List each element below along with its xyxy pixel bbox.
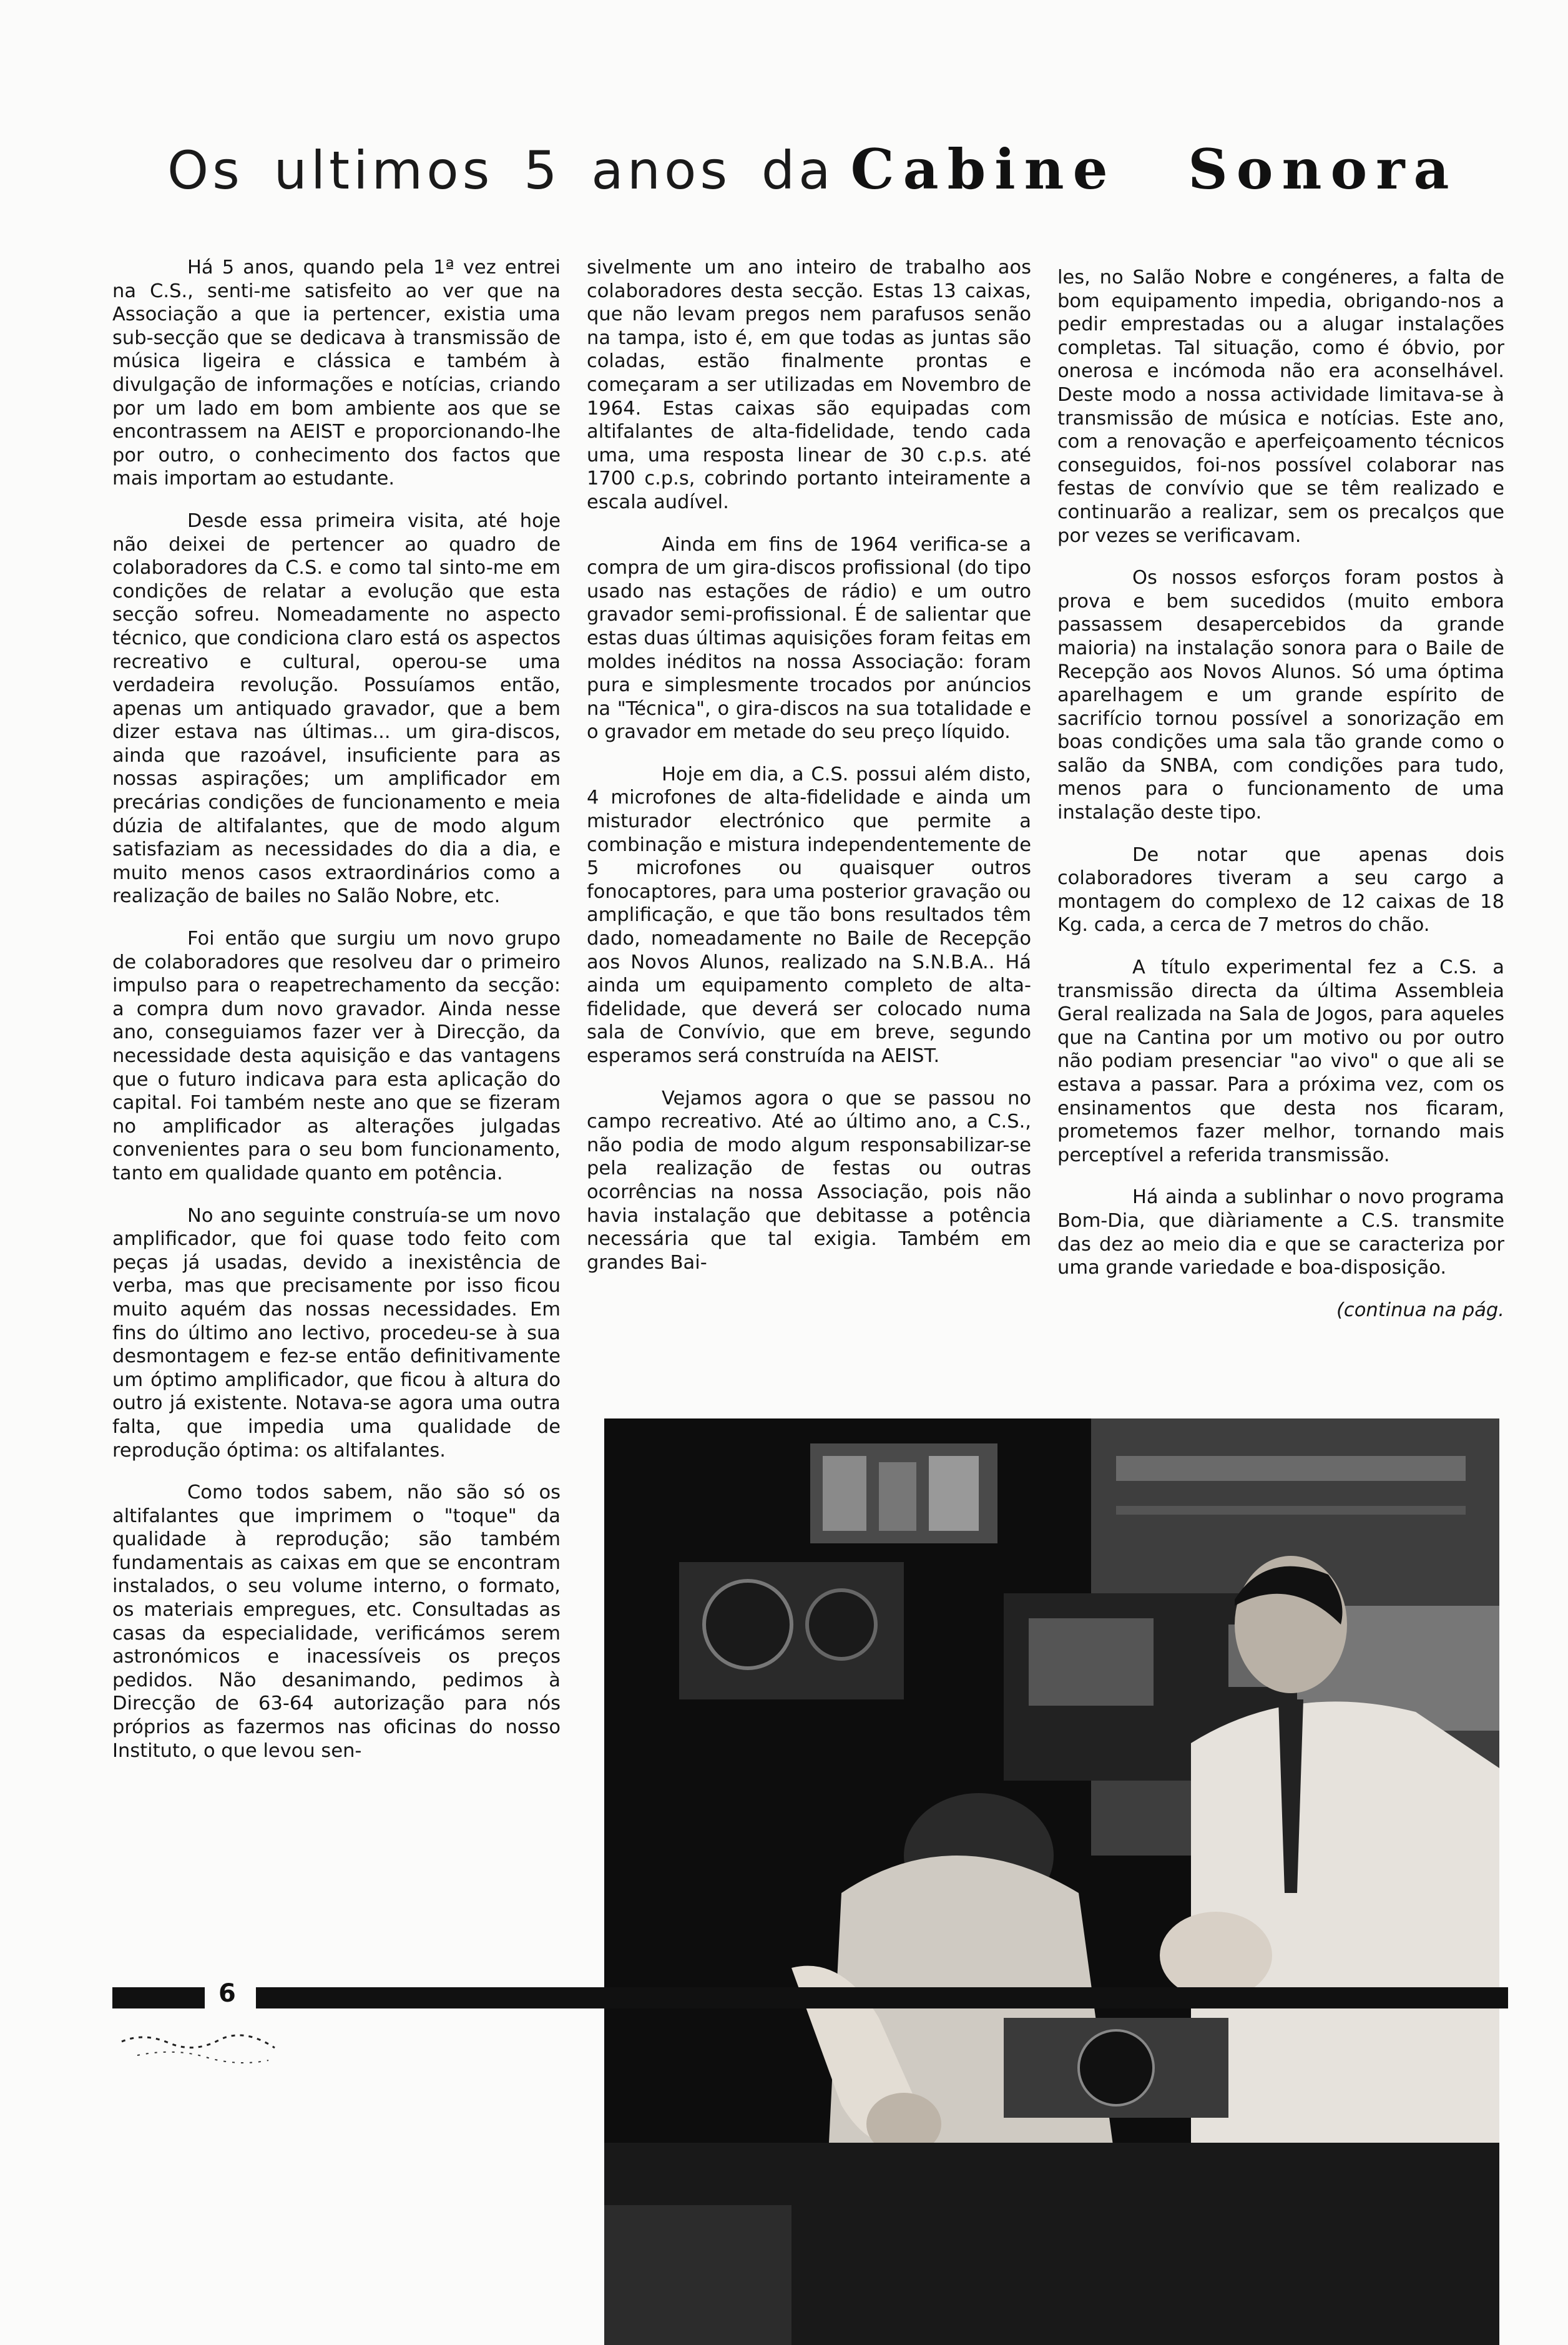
paragraph: No ano seguinte construía-se um novo amplificador, que foi quase todo feito com peças já usadas, devido a inexistência de verba, mas que precisamente por isso ficou muito aquém das nossas necessidades. Em fins do último ano lectivo, procedeu-se à sua desmontagem e fez-se então definitivamente um óptimo amplificador, que ficou à altura do outro já existente. Notava-se agora uma outra falta, que impedia uma qualidade de reprodução óptima: os altifalantes.: [112, 1204, 561, 1462]
paragraph: Há 5 anos, quando pela 1ª vez entrei na C.S., senti-me satisfeito ao ver que na Associação a que ia pertencer, existia uma sub-secção que se dedicava à transmissão de música ligeira e clássica e também à divulgação de informações e notícias, criando por um lado em bom ambiente aos que se encontrassem na AEIST e proporcionando-lhe por outro, o conhecimento dos factos que mais importam ao estudante.: [112, 257, 561, 490]
paragraph: Vejamos agora o que se passou no campo recreativo. Até ao último ano, a C.S., não podia de modo algum responsabilizar-se pela realização de festas ou outras ocorrências na nossa Associação, pois não havia instalação que debitasse a potência necessária que tal exigia. Também em grandes Bai-: [587, 1087, 1031, 1274]
paragraph: Hoje em dia, a C.S. possui além disto, 4 microfones de alta-fidelidade e ainda um misturador electrónico que permite a combinação e mistura independentemente de 5 microfones ou quaisquer outros fonocaptores, para uma posterior gravação ou amplificação, e que tão bons resultados têm dado, nomeadamente no Baile de Recepção aos Novos Alunos, realizado na S.N.B.A.. Há ainda um equipamento completo de alta-fidelidade, que deverá ser colocado numa sala de Convívio, que em breve, segundo esperamos será construída na AEIST.: [587, 763, 1031, 1067]
paragraph: sivelmente um ano inteiro de trabalho aos colaboradores desta secção. Estas 13 caixas, que não levam pregos nem parafusos senão na tampa, isto é, em que todas as juntas são coladas, estão finalmente prontas e começaram a ser utilizadas em Novembro de 1964. Estas caixas são equipadas com altifalantes de alta-fidelidade, tendo cada uma, uma resposta linear de 30 c.p.s. até 1700 c.p.s, cobrindo portanto inteiramente a escala audível.: [587, 257, 1031, 513]
title-bold: Cabine Sonora: [850, 137, 1458, 202]
continued-note: (continua na pág.: [1336, 1299, 1504, 1321]
paragraph: De notar que apenas dois colaboradores tiveram a seu cargo a montagem do complexo de 12 caixas de 18 Kg. cada, a cerca de 7 metros do chão.: [1057, 843, 1504, 937]
article-column-3: [1057, 266, 1504, 1322]
paragraph: Há ainda a sublinhar o novo programa Bom-Dia, que diàriamente a C.S. transmite das dez ao meio dia e que se caracteriza por uma grande variedade e boa-disposição.: [1057, 1186, 1504, 1279]
page-number: 6: [218, 1979, 236, 2008]
ink-smudge: [119, 2029, 281, 2067]
page-title: [167, 137, 1478, 212]
paragraph: Ainda em fins de 1964 verifica-se a compra de um gira-discos profissional (do tipo usado nas estações de rádio) e um outro gravador semi-profissional. É de salientar que estas duas últimas aquisições foram feitas em moldes inéditos na nossa Associação: foram pura e simplesmente trocados por anúncios na "Técnica", o gira-discos na sua totalidade e o gravador em metade do seu preço líquido.: [587, 533, 1031, 744]
photograph: [604, 1418, 1499, 2345]
footer-rule-right: [256, 1987, 1508, 2008]
paragraph: Desde essa primeira visita, até hoje não deixei de pertencer ao quadro de colaboradores da C.S. e como tal sinto-me em condições de relatar a evolução que esta secção sofreu. Nomeadamente no aspecto técnico, que condiciona claro está os aspectos recreativo e cultural, operou-se uma verdadeira revolução. Possuíamos então, apenas um antiquado gravador, que a bem dizer estava nas últimas... um gira-discos, ainda que razoável, insuficiente para as nossas aspirações; um amplificador em precárias condições de funcionamento e meia dúzia de altifalantes, que de modo algum satisfaziam as necessidades do dia a dia, e muito menos casos extraordinários como a realização de bailes no Salão Nobre, etc.: [112, 509, 561, 908]
title-light: Os ultimos 5 anos da: [167, 140, 835, 202]
paragraph: Como todos sabem, não são só os altifalantes que imprimem o "toque" da qualidade à reprodução; são também fundamentais as caixas em que se encontram instalados, o seu volume interno, o formato, os materiais empregues, etc. Consultadas as casas da especialidade, verificámos serem astronómicos e inacessíveis os preços pedidos. Não desanimando, pedimos à Direcção de 63-64 autorização para nós próprios as fazermos nas oficinas do nosso Instituto, o que levou sen-: [112, 1482, 561, 1762]
paragraph: Foi então que surgiu um novo grupo de colaboradores que resolveu dar o primeiro impulso para o reapetrechamento da secção: a compra dum novo gravador. Ainda nesse ano, conseguiamos fazer ver à Direcção, da necessidade desta aquisição e das vantagens que o futuro indicava para esta aplicação do capital. Foi também neste ano que se fizeram no amplificador as alterações julgadas convenientes para o seu bom funcionamento, tanto em qualidade quanto em potência.: [112, 928, 561, 1184]
article-column-2: [587, 256, 1031, 1274]
footer-rule-left: [112, 1987, 205, 2008]
paragraph: A título experimental fez a C.S. a transmissão directa da última Assembleia Geral realizada na Sala de Jogos, para aqueles que na Cantina por um motivo ou por outro não podiam presenciar "ao vivo" o que ali se estava a passar. Para a próxima vez, com os ensinamentos que desta nos ficaram, prometemos fazer melhor, tornando mais perceptível a referida transmissão.: [1057, 956, 1504, 1166]
paragraph: les, no Salão Nobre e congéneres, a falta de bom equipamento impedia, obrigando-nos a pedir emprestadas ou a alugar instalações completas. Tal situação, como é óbvio, por onerosa e incómoda não era aconselhável. Deste modo a nossa actividade limitava-se à transmissão de música e notícias. Este ano, com a renovação e aperfeiçoamento técnicos conseguidos, foi-nos possível colaborar nas festas de convívio que se têm realizado e continuarão a realizar, sem os precalços que por vezes se verificavam.: [1057, 267, 1504, 547]
paragraph: Os nossos esforços foram postos à prova e bem sucedidos (muito embora passassem desapercebidos da grande maioria) na instalação sonora para o Baile de Recepção aos Novos Alunos. Só uma óptima aparelhagem e um grande espírito de sacrifício tornou possível a sonorização em boas condições uma sala tão grande como o salão da SNBA, com condições para tudo, menos para o funcionamento de uma instalação deste tipo.: [1057, 567, 1504, 824]
article-column-1: [112, 256, 561, 1762]
